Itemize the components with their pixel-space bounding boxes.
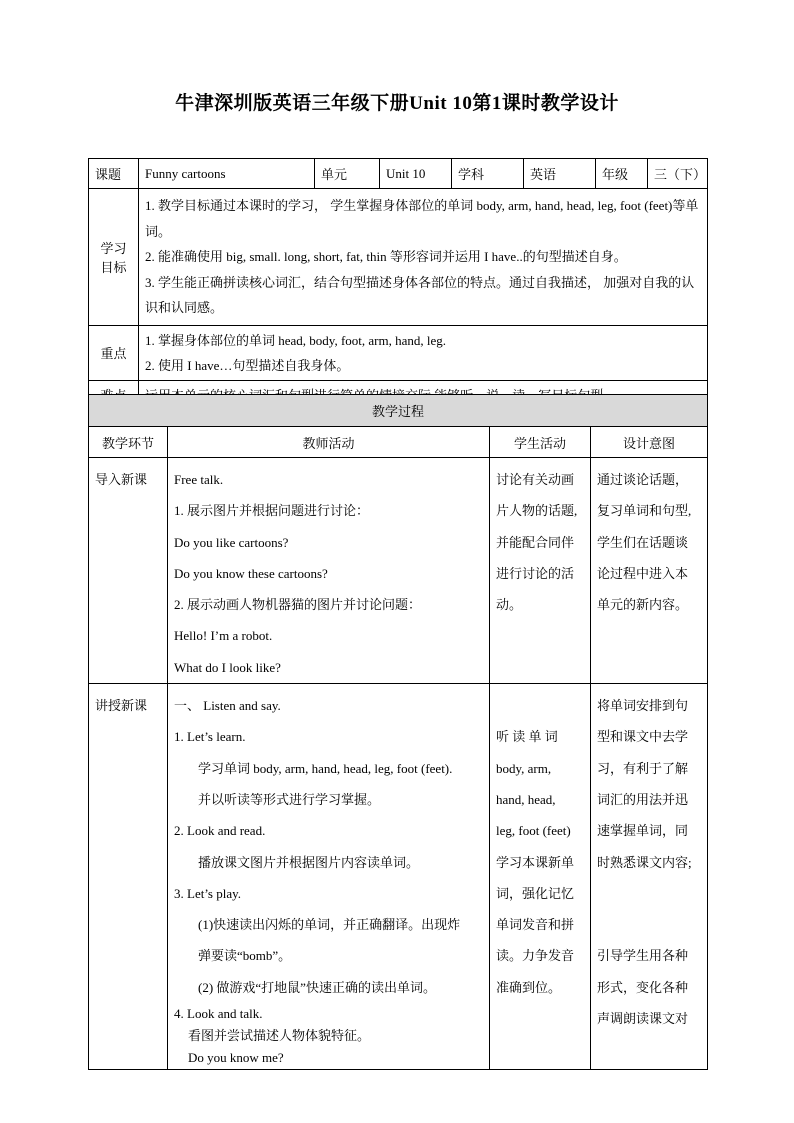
lesson-student <box>490 684 591 1070</box>
teacher-line: 弹要读“bomb”。 <box>198 948 292 964</box>
topic-value: Funny cartoons <box>139 159 315 189</box>
intent-line: 将单词安排到句 <box>597 698 689 714</box>
goals-label-line1: 学习 <box>100 240 127 256</box>
teacher-line: Hello! I’m a robot. <box>174 628 273 644</box>
intent-line: 形式，变化各种 <box>597 979 689 995</box>
teacher-line: Do you like cartoons? <box>174 534 289 550</box>
topic-label: 课题 <box>89 159 139 189</box>
goals-label <box>89 189 139 326</box>
document-title: 牛津深圳版英语三年级下册Unit 10第1课时教学设计 <box>175 93 619 114</box>
teacher-line: 4. Look and talk. <box>174 1006 263 1022</box>
intent-line: 引导学生用各种 <box>597 948 689 964</box>
intro-teacher <box>168 458 490 684</box>
student-line: 学习本课新单 <box>496 854 575 870</box>
teacher-line: (1)快速读出闪烁的单词，并正确翻译。出现炸 <box>198 917 461 933</box>
teacher-line: 并以听读等形式进行学习掌握。 <box>198 791 381 807</box>
intent-line: 学生们在话题谈 <box>597 534 689 550</box>
process-table <box>88 394 708 1070</box>
goal-item: 3. 学生能正确拼读核心词汇，结合句型描述身体各部位的特点。通过自我描述， 加强对自我的认识和认同感。 <box>145 274 695 315</box>
intent-line <box>597 909 701 940</box>
goals-label-line2: 目标 <box>100 259 127 275</box>
intent-line: 论过程中进入本 <box>597 565 689 581</box>
process-header-row <box>89 427 708 458</box>
grade-value: 三（下） <box>648 159 708 189</box>
student-line: 听 读 单 词 <box>496 729 558 745</box>
header-teacher: 教师活动 <box>168 427 490 458</box>
intent-line: 通过谈论话题， <box>597 472 689 487</box>
teacher-line: Do you know me? <box>188 1050 284 1066</box>
student-line: leg, foot (feet) <box>496 823 571 839</box>
student-line <box>496 690 584 721</box>
process-banner: 教学过程 <box>89 395 708 427</box>
teacher-line: 一、 Listen and say. <box>174 698 281 714</box>
lesson-teacher <box>168 684 490 1070</box>
student-line: 并能配合同伴 <box>496 534 575 550</box>
student-line: 进行讨论的活 <box>496 565 575 581</box>
student-line: 讨论有关动画 <box>496 472 575 487</box>
teacher-line: 播放课文图片并根据图片内容读单词。 <box>198 854 420 870</box>
goal-item: 1. 教学目标通过本课时的学习， 学生掌握身体部位的单词 body, arm, hand, head, leg, foot (feet)等单词。 <box>145 198 699 239</box>
student-line: body, arm, <box>496 760 552 776</box>
subject-value: 英语 <box>524 159 596 189</box>
intent-line: 词汇的用法并迅 <box>597 791 689 807</box>
key-point-item: 1. 掌握身体部位的单词 head, body, foot, arm, hand, leg. <box>145 332 446 348</box>
intent-line: 习，有利于了解 <box>597 760 689 776</box>
lesson-stage <box>89 684 168 1070</box>
intro-stage <box>89 458 168 684</box>
teacher-line: (2) 做游戏“打地鼠”快速正确的读出单词。 <box>198 979 436 995</box>
teacher-line: 2. 展示动画人物机器猫的图片并讨论问题： <box>174 597 422 613</box>
intent-line <box>597 878 701 909</box>
student-line: 词，强化记忆 <box>496 885 575 901</box>
header-student: 学生活动 <box>490 427 591 458</box>
lesson-row <box>89 684 708 1070</box>
key-points-row <box>89 325 708 380</box>
key-points-content <box>139 325 708 380</box>
intro-student <box>490 458 591 684</box>
student-line: 动。 <box>496 597 523 613</box>
unit-value: Unit 10 <box>380 159 452 189</box>
stage-label: 导入新课 <box>95 472 148 487</box>
subject-label: 学科 <box>452 159 524 189</box>
teacher-line: What do I look like? <box>174 659 281 675</box>
key-point-item: 2. 使用 I have…句型描述自我身体。 <box>145 357 350 373</box>
teacher-line: Do you know these cartoons? <box>174 565 328 581</box>
lesson-intent <box>591 684 708 1070</box>
teacher-line: 2. Look and read. <box>174 823 266 839</box>
intent-line: 速掌握单词，同 <box>597 823 689 839</box>
student-line: 片人物的话题, <box>496 503 578 519</box>
teacher-line: 3. Let’s play. <box>174 885 242 901</box>
intro-row <box>89 458 708 684</box>
teacher-line: 看图并尝试描述人物体貌特征。 <box>188 1028 371 1044</box>
student-line: 单词发音和拼 <box>496 917 575 933</box>
grade-label: 年级 <box>596 159 648 189</box>
student-line: 准确到位。 <box>496 979 562 995</box>
header-stage: 教学环节 <box>89 427 168 458</box>
intent-line: 时熟悉课文内容; <box>597 854 692 870</box>
intent-line: 声调朗读课文对 <box>597 1011 689 1027</box>
goals-row <box>89 189 708 326</box>
intro-intent <box>591 458 708 684</box>
goal-item: 2. 能准确使用 big, small. long, short, fat, thin 等形容词并运用 I have..的句型描述自身。 <box>145 249 627 264</box>
teacher-line: 学习单词 body, arm, hand, head, leg, foot (feet). <box>198 760 453 776</box>
header-intent: 设计意图 <box>591 427 708 458</box>
stage-label: 讲授新课 <box>95 698 148 714</box>
goals-content <box>139 189 708 326</box>
intent-line: 型和课文中去学 <box>597 729 689 745</box>
student-line: hand, head, <box>496 791 556 807</box>
teacher-line: 1. 展示图片并根据问题进行讨论： <box>174 503 370 519</box>
info-row <box>89 159 708 189</box>
student-line: 读。力争发音 <box>496 948 575 964</box>
teacher-line: 1. Let’s learn. <box>174 729 246 745</box>
unit-label: 单元 <box>315 159 380 189</box>
intent-line: 单元的新内容。 <box>597 597 689 613</box>
teacher-line: Free talk. <box>174 472 224 487</box>
key-points-label: 重点 <box>89 325 139 380</box>
intent-line: 复习单词和句型, <box>597 503 692 519</box>
course-info-table <box>88 158 708 409</box>
process-banner-row <box>89 395 708 427</box>
